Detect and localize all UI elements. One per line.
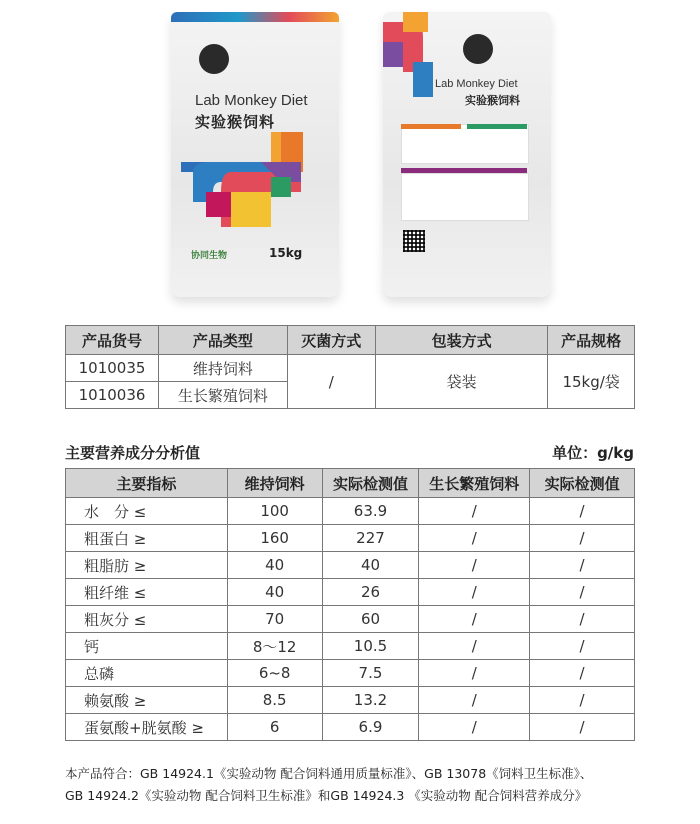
growth-measured: / <box>530 606 635 633</box>
indicator-name: 总磷 <box>66 660 228 687</box>
bag-back-graphic <box>383 12 443 102</box>
standards-line-2: GB 14924.2《实验动物 配合饲料卫生标准》和GB 14924.3 《实验动物 配合饲料营养成分》 <box>65 788 588 803</box>
maintenance-measured: 40 <box>322 552 419 579</box>
nutrition-header-indicator: 主要指标 <box>66 469 228 498</box>
bag-back-qr-icon <box>403 230 425 252</box>
product-type: 维持饲料 <box>159 355 287 382</box>
nutrition-header-measured-2: 实际检测值 <box>530 469 635 498</box>
bag-back-image <box>383 12 551 297</box>
indicator-name: 粗蛋白 ≥ <box>66 525 228 552</box>
nutrition-header-row <box>66 469 635 498</box>
spec-header-row <box>66 326 635 355</box>
maintenance-value: 40 <box>227 579 322 606</box>
monkey-logo-icon <box>199 44 229 74</box>
maintenance-value: 100 <box>227 498 322 525</box>
maintenance-value: 6~8 <box>227 660 322 687</box>
maintenance-measured: 10.5 <box>322 633 419 660</box>
maintenance-measured: 7.5 <box>322 660 419 687</box>
product-images <box>0 0 700 315</box>
bag-back-info-panel <box>401 124 529 164</box>
bag-front-image <box>171 12 339 297</box>
bag-back-bar-green <box>467 124 527 129</box>
spec-header-type: 产品类型 <box>159 326 287 355</box>
bag-back-logo-icon <box>463 34 493 64</box>
bag-front-title-cn: 实验猴饲料 <box>195 113 276 131</box>
table-row <box>66 579 635 606</box>
indicator-name: 蛋氨酸+胱氨酸 ≥ <box>66 714 228 741</box>
maintenance-value: 8.5 <box>227 687 322 714</box>
bag-top-stripe <box>171 12 339 22</box>
nutrition-header-growth: 生长繁殖饲料 <box>419 469 530 498</box>
maintenance-measured: 6.9 <box>322 714 419 741</box>
bag-back-bar-orange <box>401 124 461 129</box>
nutrition-header-maintenance: 维持饲料 <box>227 469 322 498</box>
table-row <box>66 525 635 552</box>
indicator-name: 水 分 ≤ <box>66 498 228 525</box>
growth-value: / <box>419 525 530 552</box>
nutrition-title: 主要营养成分分析值 <box>65 444 201 462</box>
product-spec: 15kg/袋 <box>548 355 635 409</box>
product-code: 1010035 <box>66 355 159 382</box>
indicator-name: 粗脂肪 ≥ <box>66 552 228 579</box>
growth-measured: / <box>530 525 635 552</box>
maintenance-value: 40 <box>227 552 322 579</box>
table-row <box>66 687 635 714</box>
maintenance-measured: 227 <box>322 525 419 552</box>
sterilization-method: / <box>287 355 376 409</box>
table-row <box>66 355 635 382</box>
indicator-name: 粗灰分 ≤ <box>66 606 228 633</box>
maintenance-measured: 60 <box>322 606 419 633</box>
growth-value: / <box>419 660 530 687</box>
table-row <box>66 660 635 687</box>
indicator-name: 粗纤维 ≤ <box>66 579 228 606</box>
table-row <box>66 498 635 525</box>
bag-back-title-en: Lab Monkey Diet <box>435 78 518 90</box>
table-row <box>66 552 635 579</box>
growth-measured: / <box>530 687 635 714</box>
growth-measured: / <box>530 660 635 687</box>
spec-header-sterilization: 灭菌方式 <box>287 326 376 355</box>
nutrition-header-measured-1: 实际检测值 <box>322 469 419 498</box>
maintenance-measured: 13.2 <box>322 687 419 714</box>
spec-header-spec: 产品规格 <box>548 326 635 355</box>
spec-header-code: 产品货号 <box>66 326 159 355</box>
growth-value: / <box>419 552 530 579</box>
maintenance-value: 70 <box>227 606 322 633</box>
growth-measured: / <box>530 552 635 579</box>
growth-value: / <box>419 606 530 633</box>
standards-line-1: 本产品符合：GB 14924.1《实验动物 配合饲料通用质量标准》、GB 13078《饲料卫生标准》、 <box>65 766 593 781</box>
spec-header-packaging: 包装方式 <box>376 326 548 355</box>
maintenance-value: 8～12 <box>227 633 322 660</box>
growth-measured: / <box>530 579 635 606</box>
growth-value: / <box>419 633 530 660</box>
table-row <box>66 714 635 741</box>
indicator-name: 钙 <box>66 633 228 660</box>
indicator-name: 赖氨酸 ≥ <box>66 687 228 714</box>
nutrition-table <box>65 468 635 741</box>
growth-measured: / <box>530 633 635 660</box>
bag-front-weight: 15kg <box>269 246 303 260</box>
product-type: 生长繁殖饲料 <box>159 382 287 409</box>
table-row <box>66 633 635 660</box>
growth-value: / <box>419 687 530 714</box>
growth-measured: / <box>530 498 635 525</box>
bag-front-brand: 协同生物 <box>191 251 228 261</box>
bag-back-title-cn: 实验猴饲料 <box>465 94 520 107</box>
product-code: 1010036 <box>66 382 159 409</box>
growth-value: / <box>419 714 530 741</box>
bag-front-title-en: Lab Monkey Diet <box>195 92 308 109</box>
growth-measured: / <box>530 714 635 741</box>
packaging-method: 袋装 <box>376 355 548 409</box>
bag-front-graphic <box>171 132 339 242</box>
maintenance-measured: 63.9 <box>322 498 419 525</box>
table-row <box>66 606 635 633</box>
maintenance-value: 6 <box>227 714 322 741</box>
growth-value: / <box>419 579 530 606</box>
growth-value: / <box>419 498 530 525</box>
standards-note <box>65 763 655 807</box>
bag-back-nutrition-panel <box>401 173 529 221</box>
nutrition-unit: 单位：g/kg <box>552 444 634 462</box>
product-spec-table <box>65 325 635 409</box>
maintenance-measured: 26 <box>322 579 419 606</box>
maintenance-value: 160 <box>227 525 322 552</box>
